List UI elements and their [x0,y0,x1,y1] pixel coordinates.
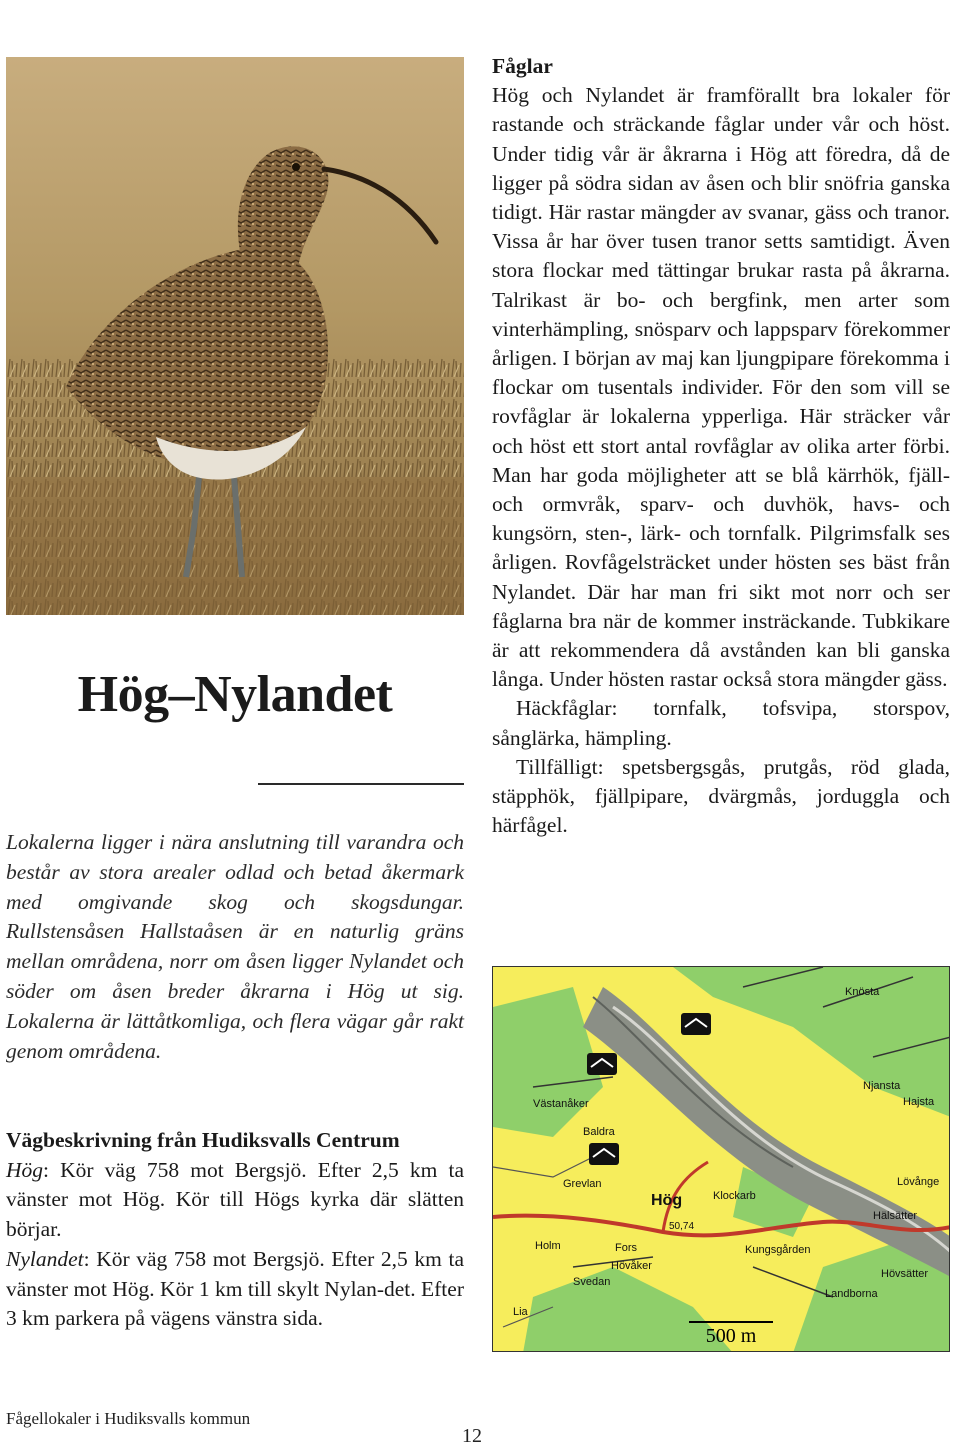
map-label-holm: Holm [535,1240,561,1252]
map-label-hovaker: Hövåker [611,1260,652,1272]
map-label-knosta: Knösta [845,986,880,998]
map-scale-bar [689,1317,773,1347]
directions-nylandet-text: : Kör väg 758 mot Bergsjö. Efter 2,5 km ta vänster mot Hög. Kör 1 km till skylt Nylan-det. Efter 3 km parkera på vägens vänstra sida. [6,1246,464,1331]
area-map [492,966,950,1352]
map-label-fors: Fors [615,1242,637,1254]
map-label-halsatter: Hälsätter [873,1210,918,1222]
map-label-hajsta: Hajsta [903,1096,935,1108]
map-label-njansta: Njansta [863,1080,901,1092]
directions-hog [6,1156,464,1245]
map-scale-line [689,1321,773,1323]
map-road-number: 50,74 [669,1221,695,1232]
map-label-hog: Hög [651,1192,683,1209]
directions-hog-text: : Kör väg 758 mot Bergsjö. Efter 2,5 km ta vänster mot Hög. Kör till Högs kyrka där slätten börjar. [6,1157,464,1242]
curlew-illustration [6,57,464,615]
intro-paragraph: Lokalerna ligger i nära anslutning till varandra och består av stora arealer odlad och betad åkermark med omgivande skog och skogsdungar. Rullstensåsen Hallstaåsen är en naturlig gräns mellan områdena, norr om åsen ligger Nylandet och söder om åsen breder åkrarna i Hög ut sig. Lokalerna är lättåtkomliga, och flera vägar går rakt genom områdena. [6,830,464,1063]
map-label-klockarb: Klockarb [713,1190,756,1202]
curlew-photo [6,57,464,615]
occasional-birds: Tillfälligt: spetsbergsgås, prutgås, röd glada, stäpphök, fjällpipare, dvärgmås, jorduggla och härfågel. [492,754,950,838]
directions-hog-label: Hög [6,1157,44,1182]
map-label-kungsgarden: Kungsgården [745,1244,811,1256]
directions-nylandet-label: Nylandet [6,1246,84,1271]
map-label-vastanaker: Västanåker [533,1098,589,1110]
map-label-lovange: Lövånge [897,1176,940,1188]
page-title: Hög–Nylandet [77,666,393,723]
breeding-birds: Häckfåglar: tornfalk, tofsvipa, storspov, sånglärka, hämpling. [492,696,950,750]
directions-section [6,1126,464,1334]
footer-publication: Fågellokaler i Hudiksvalls kommun [6,1409,251,1428]
map-illustration [493,967,950,1352]
map-label-lia: Lia [513,1306,528,1318]
map-label-grevlan: Grevlan [563,1178,602,1190]
title-divider [258,783,464,785]
map-label-svedan: Svedan [573,1276,611,1288]
birds-heading: Fåglar [492,54,553,78]
page-number: 12 [462,1425,482,1447]
map-label-landborna: Landborna [825,1288,878,1300]
map-label-baldra: Baldra [583,1126,615,1138]
birds-section [492,52,950,840]
map-scale-label: 500 m [705,1325,757,1347]
birds-paragraph: Hög och Nylandet är framförallt bra lokaler för rastande och sträckande fåglar under vår och höst. Under tidig vår är åkrarna i Hög att föredra, då de ligger på södra sidan av åsen och blir snöfria ganska tidigt. Här rastar mängder av svanar, gäss och tranor. Vissa år har över tusen tranor setts samtidigt. Även stora flockar med tättingar brukar rasta på åkrarna. Talrikast är bo- och bergfink, men arter som vinterhämpling, snösparv och lappsparv förekommer årligen. I början av maj kan ljungpipare förekomma i flockar om tusentals individer. För den som vill se rovfåglar är lokalerna ypperliga. Här sträcker vår och höst ett stort antal rovfåglar av olika arter förbi. Man har goda möjligheter att se blå kärrhök, fjäll- och ormvråk, sparv- och duvhök, havs- och kungsörn, sten-, lärk- och tornfalk. Pilgrimsfalk ses årligen. Rovfågelsträcket under hösten ses bäst från Nylandet. Där har man fri sikt mot norr och ser fåglarna bra när de kommer insträckande. Tubkikare är att rekommendera då avstånden kan bli ganska långa. Under hösten rastar också stora mängder gäss. [492,83,950,692]
directions-nylandet [6,1245,464,1334]
map-label-hovsatter: Hövsätter [881,1268,929,1280]
directions-heading: Vägbeskrivning från Hudiksvalls Centrum [6,1128,400,1152]
